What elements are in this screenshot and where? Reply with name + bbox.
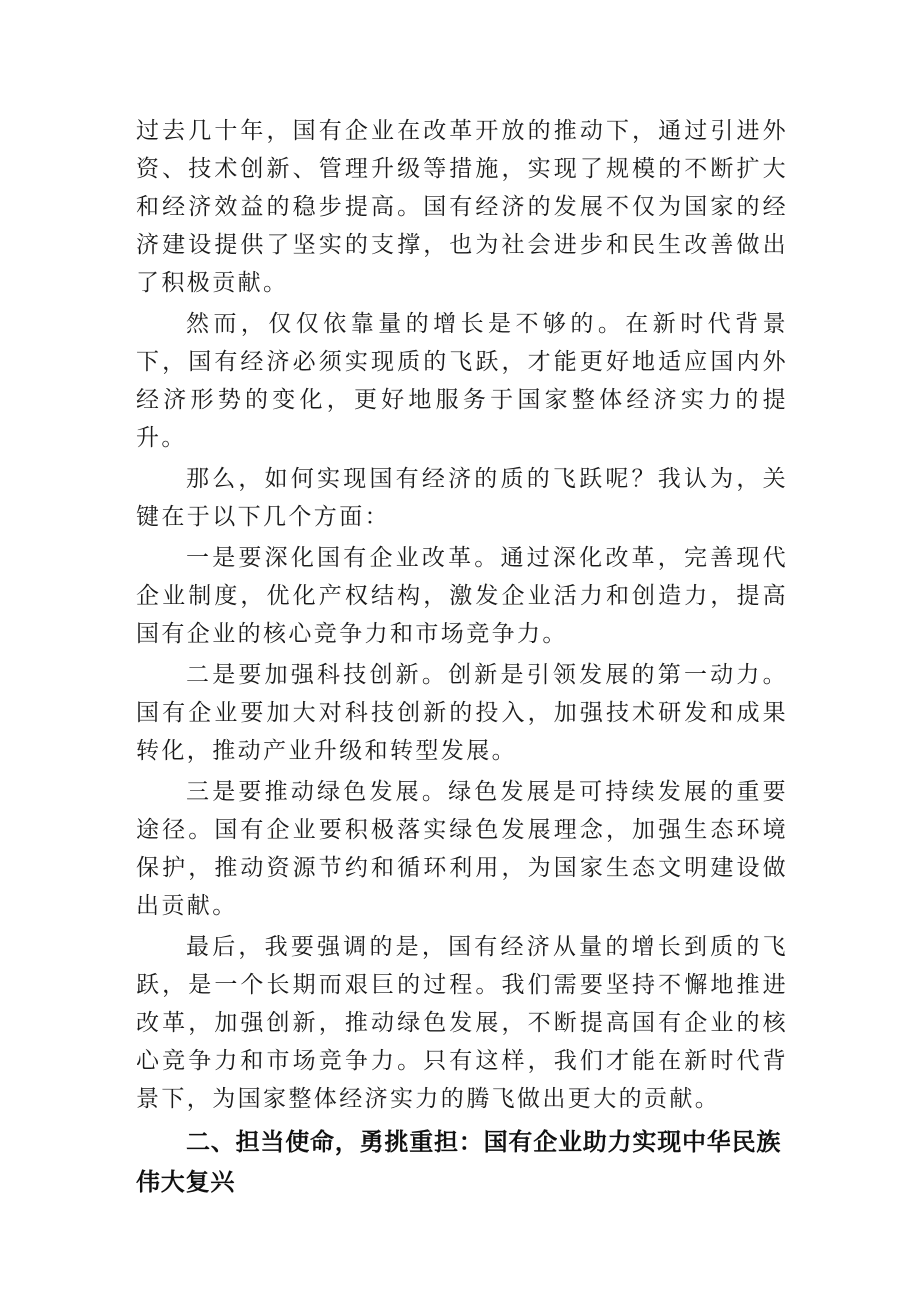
paragraph-conclusion: 最后，我要强调的是，国有经济从量的增长到质的飞跃，是一个长期而艰巨的过程。我们需要坚持不懈地推进改革，加强创新，推动绿色发展，不断提高国有企业的核心竞争力和市场竞争力。只有这样，我们才能在新时代背景下，为国家整体经济实力的腾飞做出更大的贡献。 bbox=[136, 934, 788, 1112]
paragraph-point-three: 三是要推动绿色发展。绿色发展是可持续发展的重要途径。国有企业要积极落实绿色发展理念，加强生态环境保护，推动资源节约和循环利用，为国家生态文明建设做出贡献。 bbox=[136, 779, 788, 919]
section-heading: 二、担当使命，勇挑重担：国有企业助力实现中华民族伟大复兴 bbox=[136, 1128, 782, 1196]
paragraph-however: 然而，仅仅依靠量的增长是不够的。在新时代背景下，国有经济必须实现质的飞跃，才能更好地适应国内外经济形势的变化，更好地服务于国家整体经济实力的提升。 bbox=[136, 311, 788, 451]
paragraph-question: 那么，如何实现国有经济的质的飞跃呢？我认为，关键在于以下几个方面： bbox=[136, 466, 788, 530]
paragraph-point-two: 二是要加强科技创新。创新是引领发展的第一动力。国有企业要加大对科技创新的投入，加强技术研发和成果转化，推动产业升级和转型发展。 bbox=[136, 662, 788, 764]
paragraph-point-one: 一是要深化国有企业改革。通过深化改革，完善现代企业制度，优化产权结构，激发企业活力和创造力，提高国有企业的核心竞争力和市场竞争力。 bbox=[136, 545, 788, 647]
paragraph-intro: 过去几十年，国有企业在改革开放的推动下，通过引进外资、技术创新、管理升级等措施，实现了规模的不断扩大和经济效益的稳步提高。国有经济的发展不仅为国家的经济建设提供了坚实的支撑，也为社会进步和民生改善做出了积极贡献。 bbox=[136, 118, 788, 296]
document-body bbox=[136, 112, 788, 1202]
